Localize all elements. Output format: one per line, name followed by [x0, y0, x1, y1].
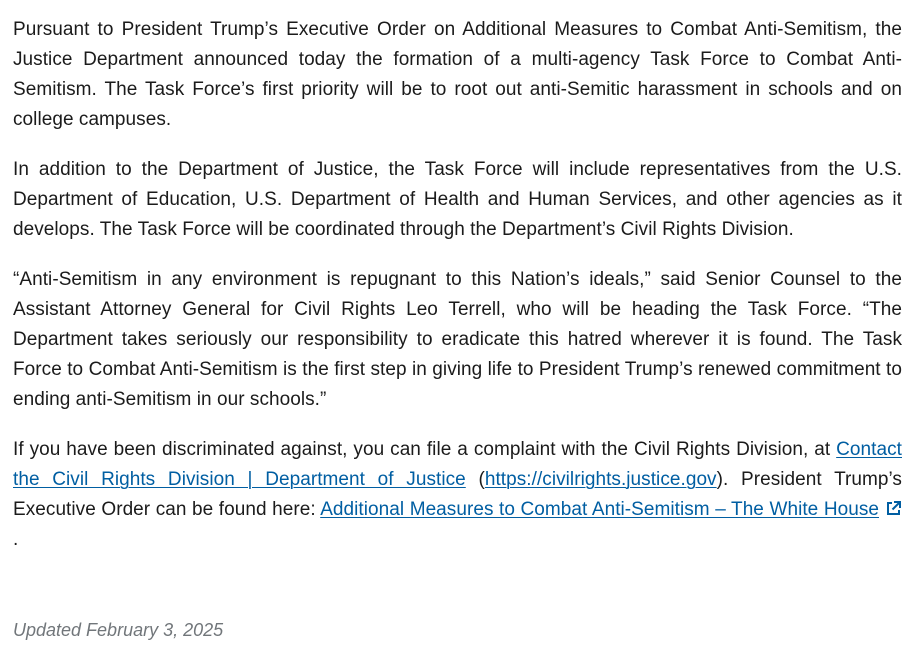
paragraph-1: Pursuant to President Trump’s Executive Order on Additional Measures to Combat Anti-Semitism, the Justice Department announced today the formation of a multi-agency Task Force to Combat Anti-Semitism. The Task Force’s first priority will be to root out anti-Semitic harassment in schools and on college campuses. [13, 19, 902, 130]
executive-order-link[interactable] [320, 499, 879, 520]
paragraph-4-open-paren: ( [465, 469, 485, 490]
paragraph-4-text-middle: ). President Trump’s Executive Order can be found here: [13, 469, 902, 520]
paragraph-4-text-before: If you have been discriminated against, you can file a complaint with the Civil Rights Division, at [13, 439, 837, 460]
external-link-icon[interactable] [885, 497, 902, 514]
contact-civil-rights-link[interactable]: Contact the Civil Rights Division | Department of Justice [13, 439, 902, 490]
civilrights-url-link[interactable]: https://civilrights.justice.gov [484, 469, 717, 490]
paragraph-4-text-end: . [13, 529, 19, 550]
article-body [13, 15, 902, 575]
paragraph-3-quote: “Anti-Semitism in any environment is repugnant to this Nation’s ideals,” said Senior Counsel to the Assistant Attorney General for Civil Rights Leo Terrell, who will be heading the Task Force. “The Department takes seriously our responsibility to eradicate this hatred wherever it is found. The Task Force to Combat Anti-Semitism is the first step in giving life to President Trump’s renewed commitment to ending anti-Semitism in our schools.” [13, 269, 902, 410]
executive-order-link-label: Additional Measures to Combat Anti-Semitism – The White House [320, 499, 879, 520]
paragraph-4-complaint [13, 435, 902, 555]
updated-date: Updated February 3, 2025 [13, 620, 224, 640]
paragraph-2: In addition to the Department of Justice, the Task Force will include representatives from the U.S. Department of Education, U.S. Department of Health and Human Services, and other agencies as it develops. The Task Force will be coordinated through the Department’s Civil Rights Division. [13, 159, 902, 240]
